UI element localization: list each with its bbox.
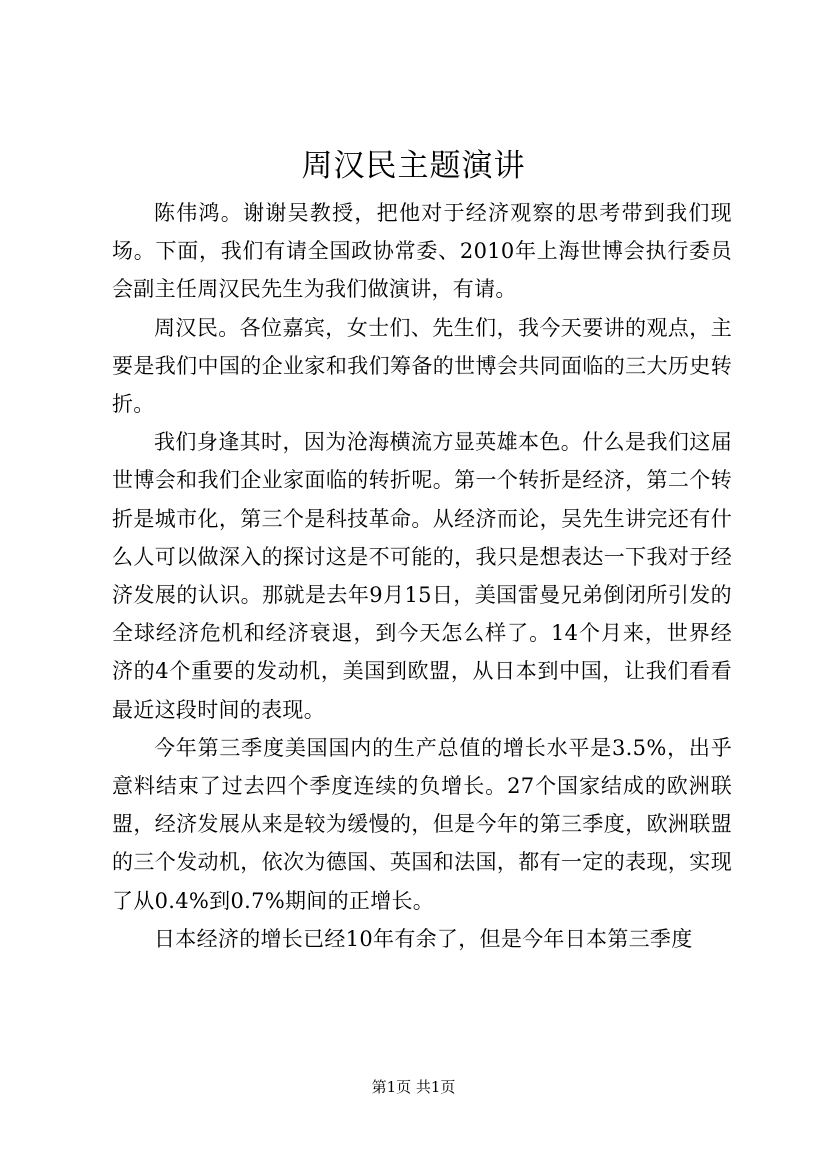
paragraph-5: 日本经济的增长已经10年有余了，但是今年日本第三季度 (154, 926, 693, 951)
paragraph-1: 陈伟鸿。谢谢吴教授，把他对于经济观察的思考带到我们现场。下面，我们有请全国政协常委、2010年上海世博会执行委员会副主任周汉民先生为我们做演讲，有请。 (112, 201, 732, 302)
paragraph-3: 我们身逢其时，因为沧海横流方显英雄本色。什么是我们这届世博会和我们企业家面临的转折呢。第一个转折是经济，第二个转折是城市化，第三个是科技革命。从经济而论，吴先生讲完还有什么人可以做深入的探讨这是不可能的，我只是想表达一下我对于经济发展的认识。那就是去年9月15日，美国雷曼兄弟倒闭所引发的全球经济危机和经济衰退，到今天怎么样了。14个月来，世界经济的4个重要的发动机，美国到欧盟，从日本到中国，让我们看看最近这段时间的表现。 (112, 430, 732, 722)
document-body (112, 194, 732, 958)
paragraph-4: 今年第三季度美国国内的生产总值的增长水平是3.5%，出乎意料结束了过去四个季度连续的负增长。27个国家结成的欧洲联盟，经济发展从来是较为缓慢的，但是今年的第三季度，欧洲联盟的三个发动机，依次为德国、英国和法国，都有一定的表现，实现了从0.4%到0.7%期间的正增长。 (112, 735, 732, 913)
page-footer: 第1页 共1页 (371, 1078, 456, 1096)
document-title: 周汉民主题演讲 (301, 148, 526, 184)
paragraph-2: 周汉民。各位嘉宾，女士们、先生们，我今天要讲的观点，主要是我们中国的企业家和我们筹备的世博会共同面临的三大历史转折。 (112, 315, 732, 417)
